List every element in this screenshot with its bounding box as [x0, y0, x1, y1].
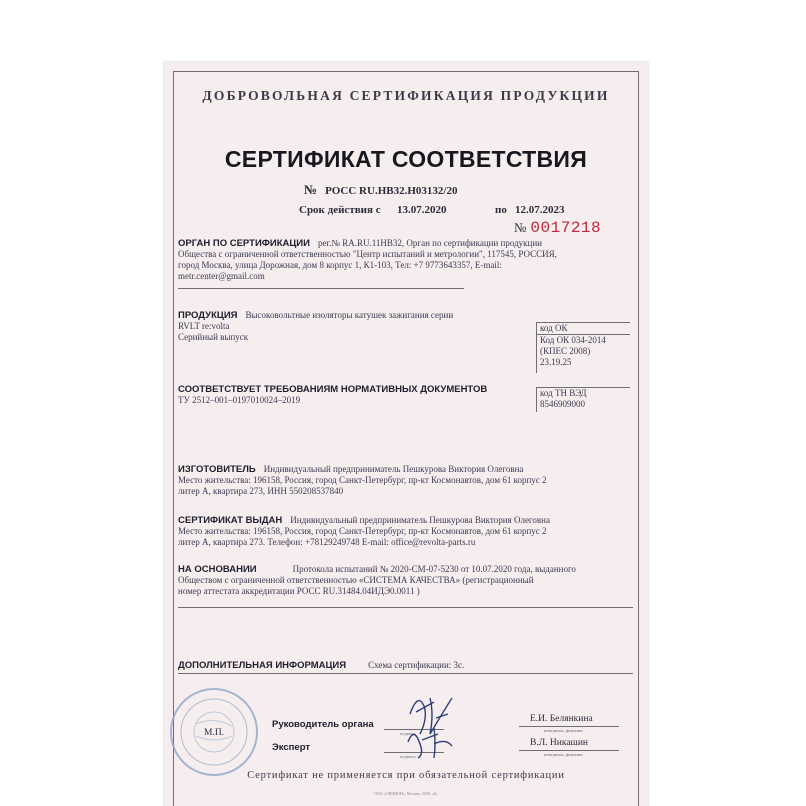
blank-number-value: 0017218 [530, 219, 602, 237]
issued-to-line: Место жительства: 196158, Россия, город Санкт-Петербург, пр-кт Космонавтов, дом 61 корпус 2 [178, 526, 547, 536]
okpd-code-line: Код ОК 034-2014 [537, 334, 630, 346]
organ-line: город Москва, улица Дорожная, дом 8 корпус 1, К1-103, Тел: +7 9773643357, E-mail: [178, 260, 502, 270]
organ-heading: ОРГАН ПО СЕРТИФИКАЦИИ [178, 238, 310, 249]
certificate-sheet [164, 62, 648, 806]
basis-line: номер аттестата аккредитации РОСС RU.31484.04ИДЭ0.0011 ) [178, 586, 420, 596]
product-line: Высоковольтные изоляторы катушек зажигания серии [245, 310, 454, 320]
expert-name-caption: инициалы, фамилия [544, 752, 583, 757]
tnved-code-label: код ТН ВЭД [540, 388, 587, 398]
expert-name: В.Л. Никашин [530, 738, 589, 748]
tnved-code-box [536, 387, 630, 412]
okpd-code-label: код ОК [540, 323, 568, 333]
additional-section [178, 660, 464, 671]
certificate-number-value: РОСС RU.НВ32.Н03132/20 [325, 185, 458, 197]
head-of-organ-label: Руководитель органа [272, 719, 374, 730]
product-heading: ПРОДУКЦИЯ [178, 310, 238, 321]
organ-section [178, 238, 557, 282]
manufacturer-section [178, 464, 547, 497]
tnved-code-value: 8546909000 [540, 399, 585, 409]
conforms-value: ТУ 2512–001–0197010024–2019 [178, 395, 301, 405]
manufacturer-line: Индивидуальный предприниматель Пешкурова Виктория Олеговна [263, 464, 524, 474]
manufacturer-heading: ИЗГОТОВИТЕЛЬ [178, 464, 256, 475]
blank-number [514, 219, 601, 237]
manufacturer-line: Место жительства: 196158, Россия, город Санкт-Петербург, пр-кт Космонавтов, дом 61 корпус 2 [178, 475, 547, 485]
organ-line: Общества с ограниченной ответственностью "Центр испытаний и метрологии", 117545, РОССИЯ, [178, 249, 557, 259]
certificate-number [304, 182, 457, 198]
validity-to-label: по [495, 204, 507, 216]
product-line: Серийный выпуск [178, 332, 249, 342]
okpd-code-box [536, 322, 630, 373]
top-title: ДОБРОВОЛЬНАЯ СЕРТИФИКАЦИЯ ПРОДУКЦИИ [202, 88, 610, 103]
stamp-label: М.П. [204, 728, 225, 738]
handwritten-signature-icon [390, 684, 480, 764]
okpd-code-line: (КПЕС 2008) [540, 346, 591, 356]
head-of-organ-name: Е.И. Белянкина [530, 714, 593, 724]
certificate-number-label: № [304, 182, 318, 197]
validity-period [299, 204, 565, 216]
head-name-line [519, 726, 619, 727]
issued-to-line: Индивидуальный предприниматель Пешкурова Виктория Олеговна [290, 515, 550, 525]
product-section [178, 310, 453, 343]
conforms-section [178, 384, 495, 406]
issued-to-heading: СЕРТИФИКАТ ВЫДАН [178, 515, 283, 526]
footer-note: Сертификат не применяется при обязательной сертификации [247, 770, 565, 781]
blank-number-label: № [514, 220, 527, 235]
conforms-heading: СООТВЕТСТВУЕТ ТРЕБОВАНИЯМ НОРМАТИВНЫХ ДОКУМЕНТОВ [178, 384, 488, 395]
head-name-caption: инициалы, фамилия [544, 728, 583, 733]
organ-line: рег.№ RA.RU.11НВ32, Орган по сертификации продукции [317, 238, 542, 248]
product-line: RVLT re:volta [178, 321, 230, 331]
additional-heading: ДОПОЛНИТЕЛЬНАЯ ИНФОРМАЦИЯ [178, 660, 347, 671]
basis-heading: НА ОСНОВАНИИ [178, 564, 257, 575]
main-title: СЕРТИФИКАТ СООТВЕТСТВИЯ [224, 146, 588, 172]
additional-value: Схема сертификации: 3с. [368, 660, 465, 670]
basis-line: Обществом с ограниченной ответственностью «СИСТЕМА КАЧЕСТВА» (регистрационный [178, 575, 534, 585]
additional-underline [178, 673, 633, 674]
issued-to-line: литер А, квартира 273. Телефон: +78129249748 E-mail: office@revolta-parts.ru [178, 537, 476, 547]
basis-line: Протокола испытаний № 2020-СМ-07-5230 от 10.07.2020 года, выданного [292, 564, 576, 574]
okpd-code-line: 23.19.25 [540, 357, 572, 367]
validity-to: 12.07.2023 [515, 204, 565, 216]
expert-label: Эксперт [272, 742, 311, 753]
expert-signature-caption: подпись [400, 754, 416, 759]
organ-line: metr.center@gmail.com [178, 271, 265, 281]
expert-name-line [519, 750, 619, 751]
manufacturer-line: литер А, квартира 273, ИНН 550208537840 [178, 486, 344, 496]
basis-section [178, 564, 576, 597]
organ-underline [178, 288, 464, 289]
validity-from: 13.07.2020 [397, 204, 447, 216]
print-note: ООО «ОПЦИОН», Москва, 2020, «Б» [373, 791, 439, 796]
head-signature-caption: подпись [400, 731, 416, 736]
issued-to-section [178, 515, 550, 548]
basis-underline [178, 607, 633, 608]
validity-label: Срок действия с [299, 204, 381, 216]
